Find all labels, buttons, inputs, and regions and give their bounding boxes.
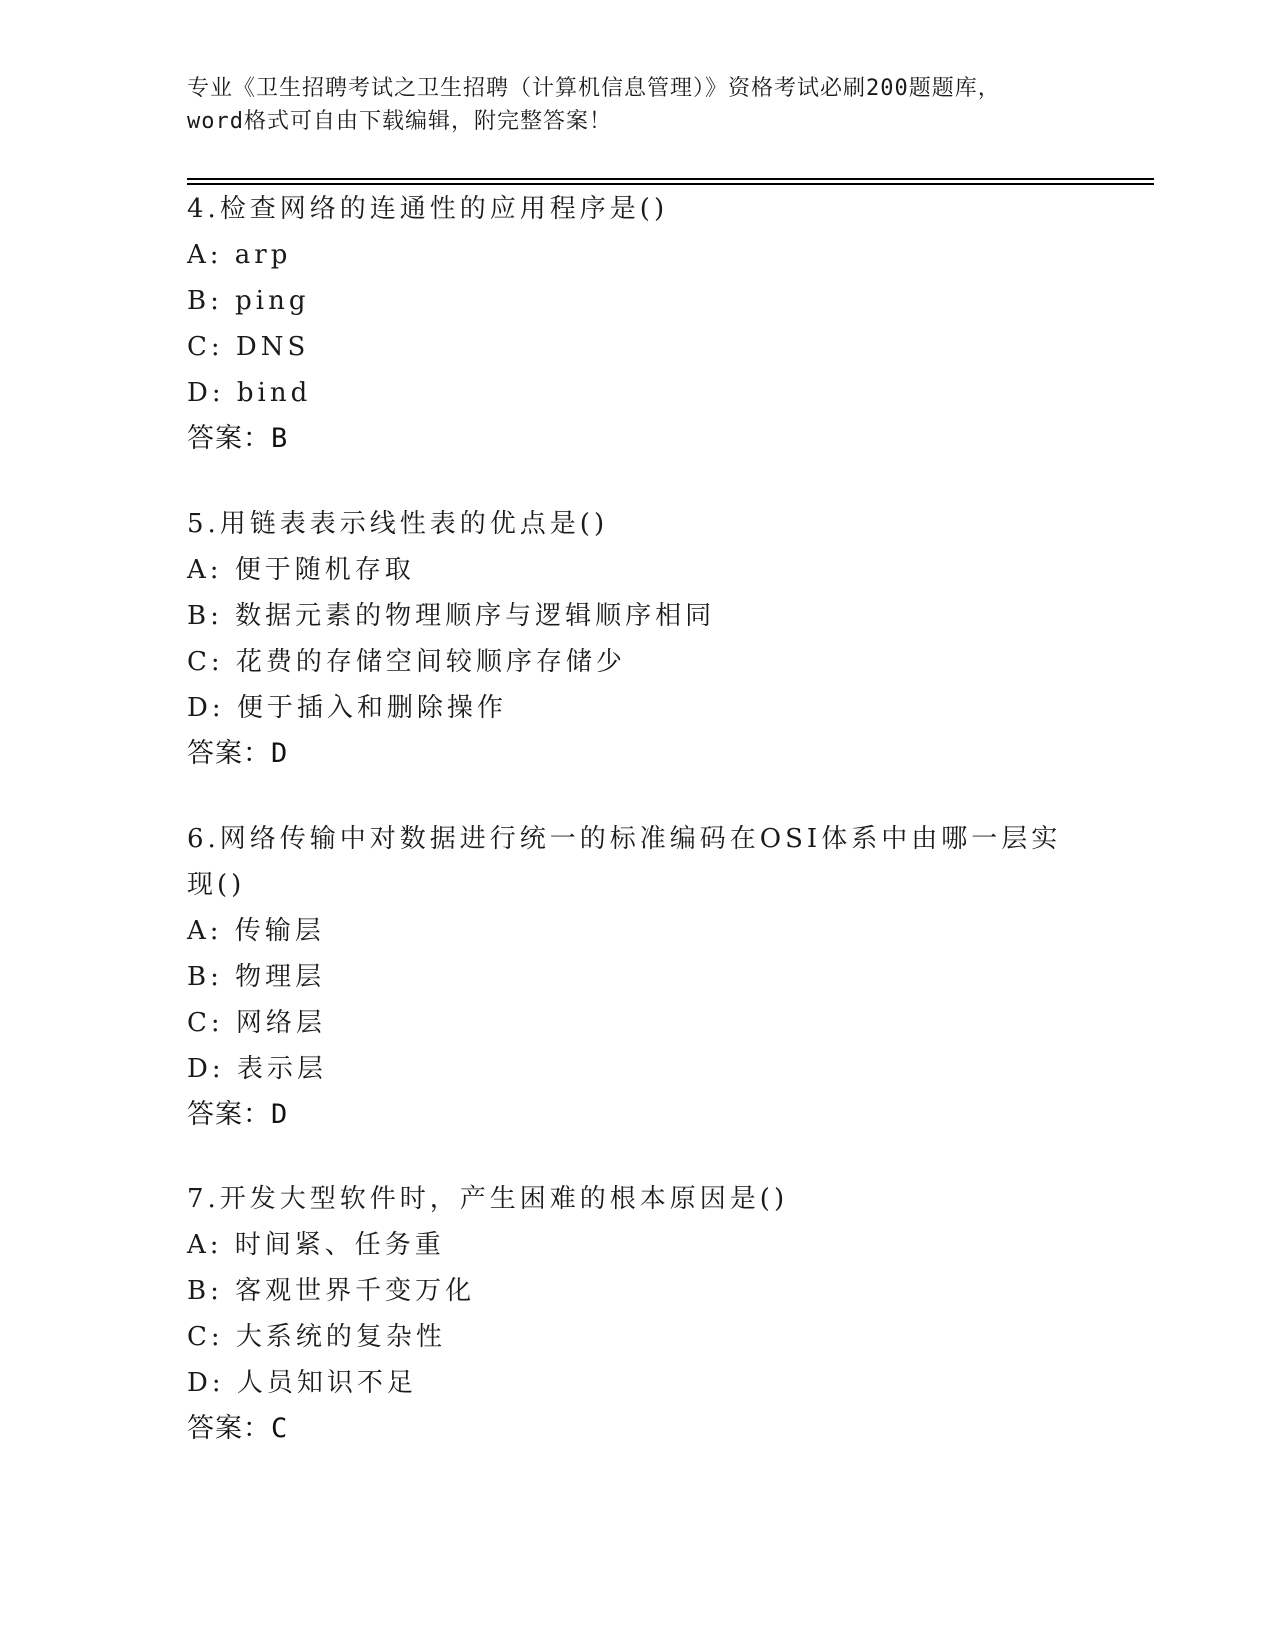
option-a: A: 便于随机存取	[187, 555, 415, 585]
question-stem: 5.用链表表示线性表的优点是()	[187, 509, 609, 539]
answer-line: 答案：C	[187, 1413, 289, 1444]
header-line-1: 专业《卫生招聘考试之卫生招聘（计算机信息管理）》资格考试必刷200题题库，	[187, 76, 1001, 101]
option-b: B: ping	[187, 286, 310, 316]
question-7	[187, 1176, 1147, 1452]
question-stem: 7.开发大型软件时，产生困难的根本原因是()	[187, 1184, 789, 1214]
question-list	[187, 186, 1147, 1491]
option-c: C: 网络层	[187, 1008, 326, 1038]
answer-line: 答案：D	[187, 1099, 289, 1130]
option-d: D: 便于插入和删除操作	[187, 693, 507, 723]
question-stem: 6.网络传输中对数据进行统一的标准编码在OSI体系中由哪一层实现()	[187, 824, 1062, 900]
header-line-2: word格式可自由下载编辑，附完整答案！	[187, 109, 612, 134]
question-5	[187, 501, 1147, 777]
option-c: C: 花费的存储空间较顺序存储少	[187, 647, 626, 677]
question-4	[187, 186, 1147, 462]
option-a: A: arp	[187, 240, 292, 270]
option-d: D: bind	[187, 378, 312, 408]
option-b: B: 客观世界千变万化	[187, 1276, 476, 1306]
option-d: D: 人员知识不足	[187, 1368, 417, 1398]
option-d: D: 表示层	[187, 1054, 327, 1084]
header-rule-top	[187, 178, 1154, 180]
answer-line: 答案：D	[187, 738, 289, 769]
option-c: C: 大系统的复杂性	[187, 1322, 446, 1352]
document-header	[187, 72, 1087, 138]
option-b: B: 物理层	[187, 962, 326, 992]
option-a: A: 时间紧、任务重	[187, 1230, 445, 1260]
question-stem: 4.检查网络的连通性的应用程序是()	[187, 194, 669, 224]
header-rule-bottom	[187, 183, 1154, 185]
answer-line: 答案：B	[187, 423, 289, 454]
question-6	[187, 816, 1147, 1138]
option-a: A: 传输层	[187, 916, 325, 946]
option-c: C: DNS	[187, 332, 310, 362]
option-b: B: 数据元素的物理顺序与逻辑顺序相同	[187, 601, 716, 631]
